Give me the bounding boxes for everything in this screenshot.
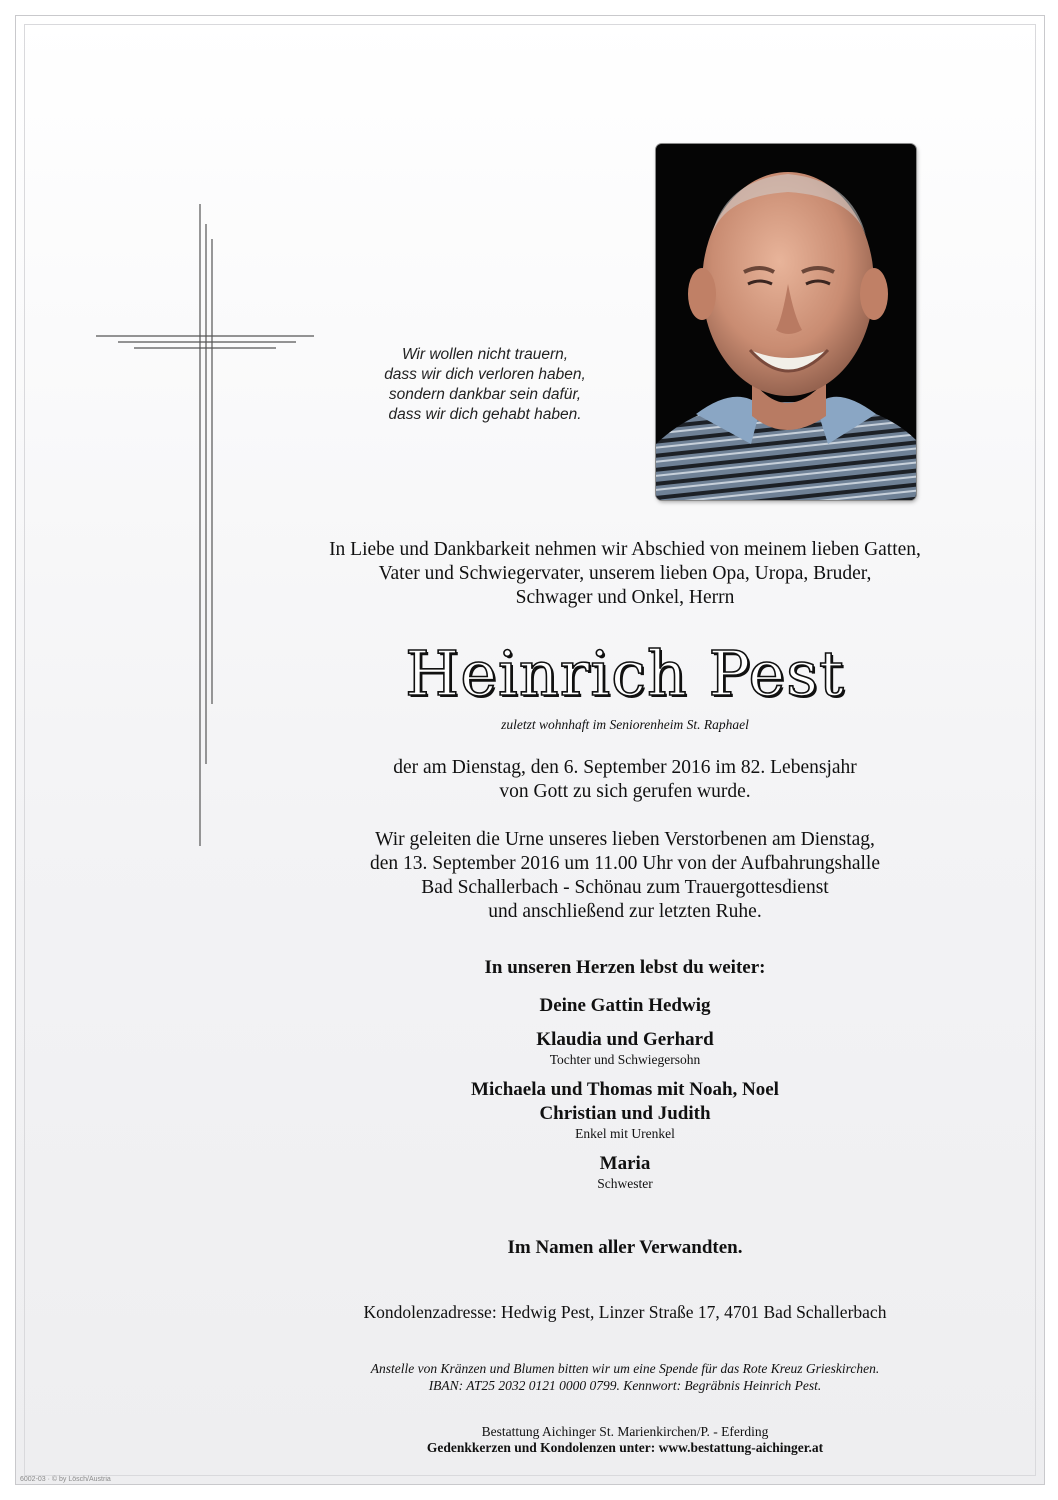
funeral-line: Bad Schallerbach - Schönau zum Trauergottesdienst	[421, 877, 829, 898]
deceased-name: Heinrich Pest	[405, 637, 845, 710]
family-member	[280, 1078, 970, 1142]
family-member-name: Deine Gattin Hedwig	[539, 995, 711, 1016]
memorial-quote	[335, 345, 635, 425]
family-member	[280, 994, 970, 1018]
family-member	[280, 1028, 970, 1068]
family-member-name: Christian und Judith	[539, 1103, 711, 1124]
family-member-role: Schwester	[597, 1176, 653, 1191]
family-member-name: Maria	[599, 1153, 651, 1174]
cross-icon	[96, 204, 316, 846]
portrait-photo	[656, 144, 916, 500]
quote-line: dass wir dich verloren haben,	[384, 366, 586, 383]
deceased-residence: zuletzt wohnhaft im Seniorenheim St. Raphael	[501, 717, 749, 732]
quote-line: Wir wollen nicht trauern,	[401, 346, 569, 363]
donation-notice	[280, 1360, 970, 1394]
farewell-line: Schwager und Onkel, Herrn	[515, 587, 735, 608]
farewell-line: Vater und Schwiegervater, unserem lieben Opa, Uropa, Bruder,	[378, 563, 872, 584]
death-notice	[280, 756, 970, 804]
family-member-name: Michaela und Thomas mit Noah, Noel	[471, 1079, 779, 1100]
print-imprint: 6002-03 · © by Lösch/Austria	[20, 1476, 111, 1483]
family-member	[280, 1152, 970, 1192]
farewell-text	[280, 538, 970, 610]
condolence-address: Kondolenzadresse: Hedwig Pest, Linzer Straße 17, 4701 Bad Schallerbach	[363, 1302, 887, 1322]
funeral-notice	[280, 828, 970, 924]
undertaker-name: Bestattung Aichinger St. Marienkirchen/P. - Eferding	[481, 1424, 769, 1439]
funeral-line: den 13. September 2016 um 11.00 Uhr von der Aufbahrungshalle	[370, 853, 880, 874]
death-line: von Gott zu sich gerufen wurde.	[499, 781, 751, 802]
family-list	[280, 994, 970, 1202]
donation-line: Anstelle von Kränzen und Blumen bitten wir um eine Spende für das Rote Kreuz Grieskirchen.	[370, 1361, 880, 1376]
undertaker-website[interactable]: Gedenkkerzen und Kondolenzen unter: www.bestattung-aichinger.at	[426, 1440, 824, 1455]
donation-line: IBAN: AT25 2032 0121 0000 0799. Kennwort: Begräbnis Heinrich Pest.	[428, 1378, 822, 1393]
quote-line: dass wir dich gehabt haben.	[388, 406, 582, 423]
funeral-line: Wir geleiten die Urne unseres lieben Verstorbenen am Dienstag,	[375, 829, 875, 850]
family-member-role: Tochter und Schwiegersohn	[549, 1052, 701, 1067]
undertaker-info	[280, 1424, 970, 1456]
funeral-line: und anschließend zur letzten Ruhe.	[488, 901, 762, 922]
family-member-name: Klaudia und Gerhard	[536, 1029, 714, 1050]
relatives-signature: Im Namen aller Verwandten.	[507, 1237, 743, 1258]
quote-line: sondern dankbar sein dafür,	[388, 386, 582, 403]
hearts-heading: In unseren Herzen lebst du weiter:	[484, 957, 766, 978]
farewell-line: In Liebe und Dankbarkeit nehmen wir Abschied von meinem lieben Gatten,	[329, 539, 921, 560]
death-line: der am Dienstag, den 6. September 2016 im 82. Lebensjahr	[393, 757, 857, 778]
family-member-role: Enkel mit Urenkel	[575, 1126, 675, 1141]
